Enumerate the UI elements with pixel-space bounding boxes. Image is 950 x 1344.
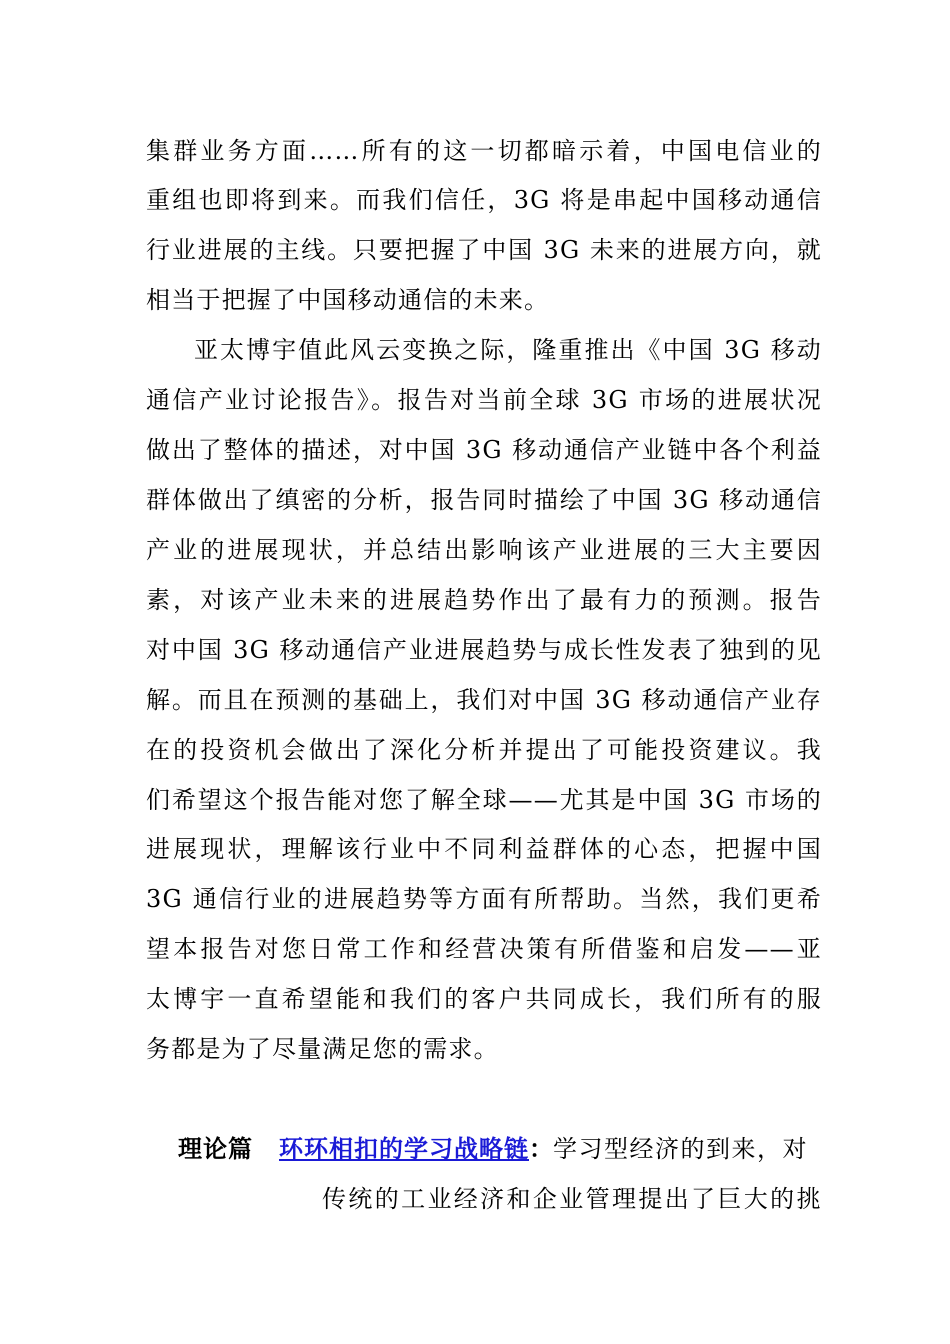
paragraph-line: 务都是为了尽量满足您的需求。 (146, 1035, 499, 1063)
strategy-chain-link[interactable]: 环环相扣的学习战略链 (279, 1134, 529, 1163)
paragraph-line: 重组也即将到来。而我们信任，3G 将是串起中国移动通信 (146, 186, 822, 214)
paragraph-line: 在的投资机会做出了深化分析并提出了可能投资建议。我 (146, 736, 822, 764)
paragraph-line: 3G 通信行业的进展趋势等方面有所帮助。当然，我们更希 (146, 885, 822, 913)
paragraph-line: 群体做出了缜密的分析，报告同时描绘了中国 3G 移动通信 (146, 486, 822, 514)
paragraph-line: 通信产业讨论报告》。报告对当前全球 3G 市场的进展状况 (146, 386, 822, 414)
paragraph-line: 太博宇一直希望能和我们的客户共同成长，我们所有的服 (146, 985, 822, 1013)
paragraph-line: 产业的进展现状，并总结出影响该产业进展的三大主要因 (146, 536, 822, 564)
theory-colon: ： (529, 1134, 553, 1163)
paragraph-line: 做出了整体的描述，对中国 3G 移动通信产业链中各个利益 (146, 436, 822, 464)
paragraph-line: 对中国 3G 移动通信产业进展趋势与成长性发表了独到的见 (146, 636, 822, 664)
paragraph-line: 行业进展的主线。只要把握了中国 3G 未来的进展方向，就 (146, 236, 822, 264)
paragraph-line: 集群业务方面……所有的这一切都暗示着，中国电信业的 (146, 137, 822, 165)
paragraph-line: 相当于把握了中国移动通信的未来。 (146, 286, 550, 314)
theory-entry (178, 1133, 822, 1165)
theory-description-continued: 传统的工业经济和企业管理提出了巨大的挑 (322, 1185, 822, 1213)
paragraph-line: 亚太博宇值此风云变换之际，隆重推出《中国 3G 移动 (194, 336, 822, 364)
theory-description: 学习型经济的到来，对 (553, 1135, 808, 1163)
paragraph-line: 们希望这个报告能对您了解全球——尤其是中国 3G 市场的 (146, 786, 822, 814)
paragraph-line: 素，对该产业未来的进展趋势作出了最有力的预测。报告 (146, 586, 822, 614)
theory-label: 理论篇 (178, 1134, 253, 1163)
paragraph-line: 进展现状，理解该行业中不同利益群体的心态，把握中国 (146, 835, 822, 863)
paragraph-line: 望本报告对您日常工作和经营决策有所借鉴和启发——亚 (146, 935, 822, 963)
paragraph-line: 解。而且在预测的基础上，我们对中国 3G 移动通信产业存 (146, 686, 822, 714)
